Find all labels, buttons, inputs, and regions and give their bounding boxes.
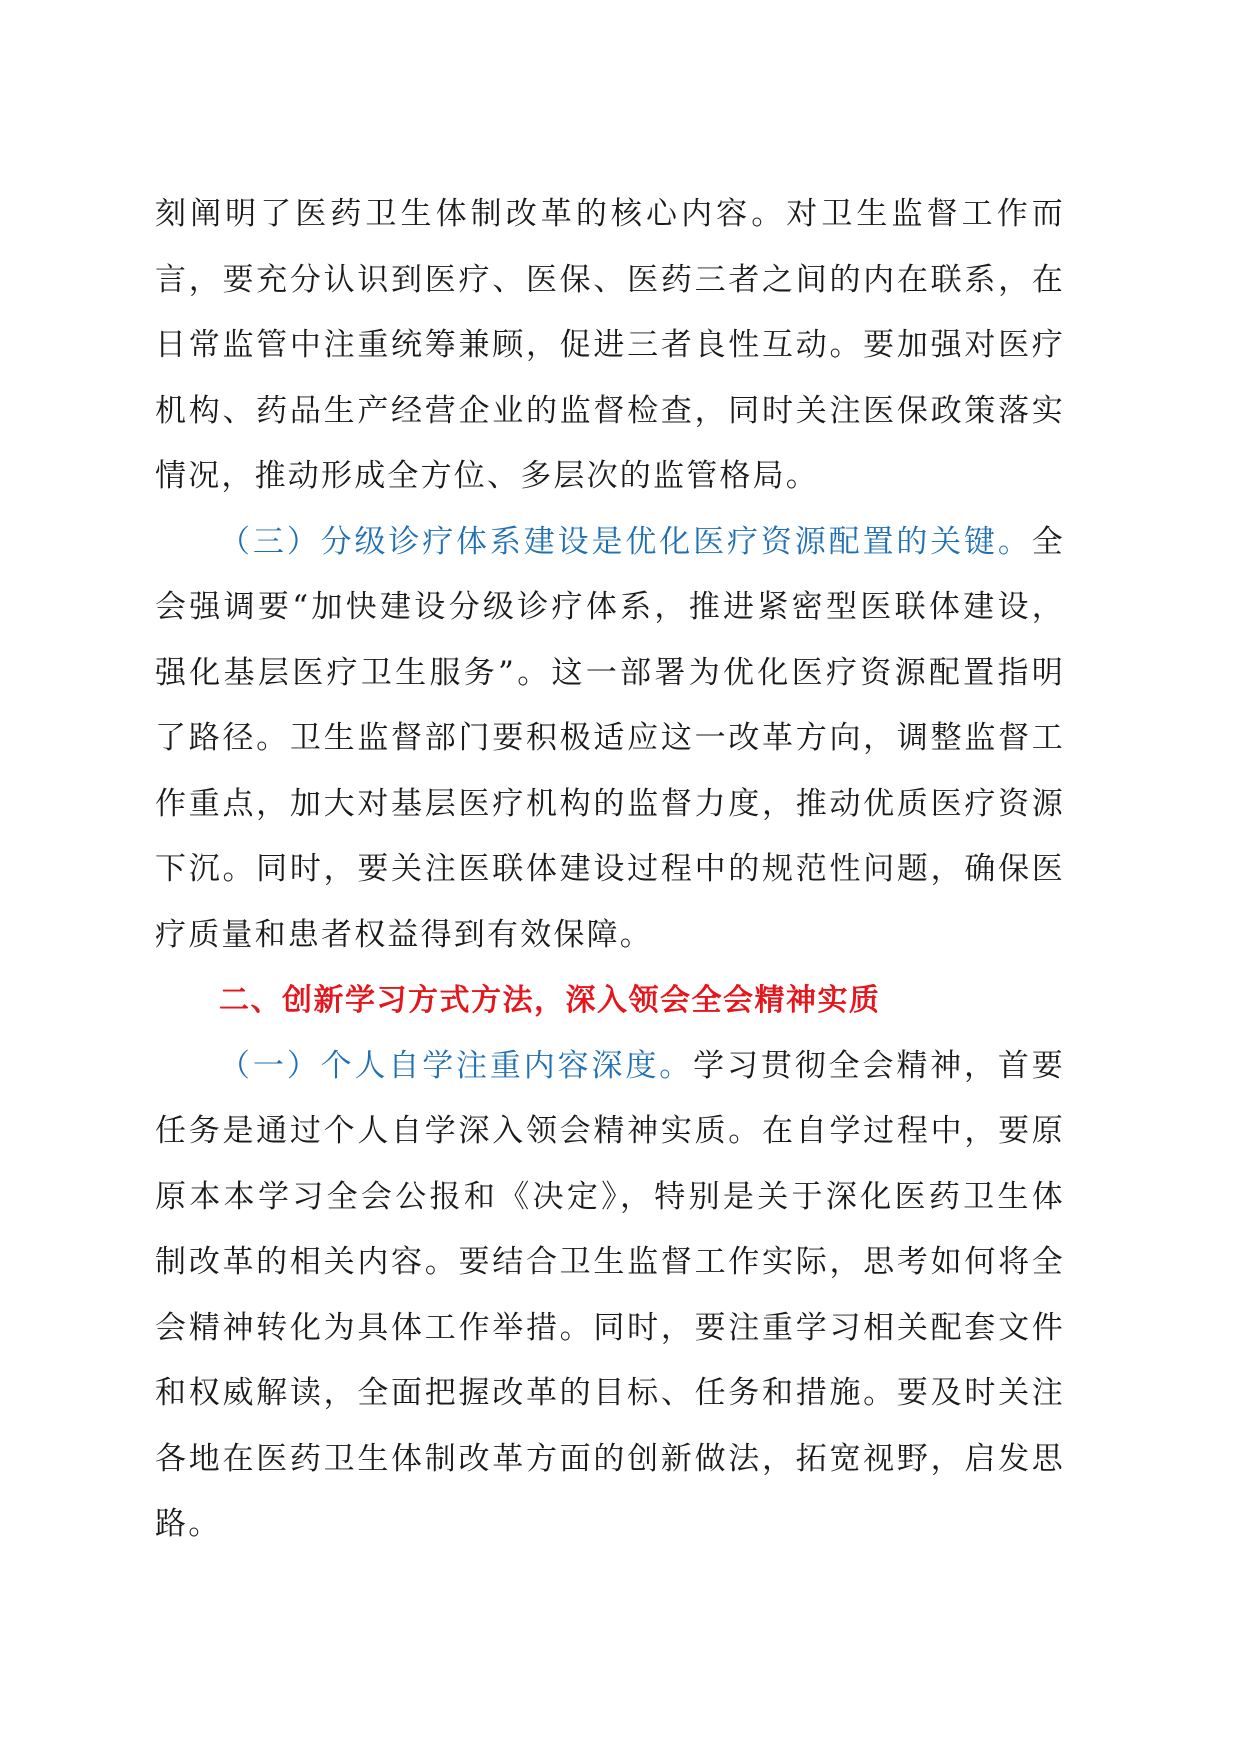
paragraph-text: 刻阐明了医药卫生体制改革的核心内容。对卫生监督工作而言，要充分认识到医疗、医保、医药三者之间的内在联系，在日常监管中注重统筹兼顾，促进三者良性互动。要加强对医疗机构、药品生产经营企业的监督检查，同时关注医保政策落实情况，推动形成全方位、多层次的监管格局。	[155, 196, 1065, 494]
paragraph-continuation	[155, 182, 1065, 510]
sub-heading-1: （一）个人自学注重内容深度。	[219, 1047, 694, 1084]
paragraph-text: 全会强调要“加快建设分级诊疗体系，推进紧密型医联体建设，强化基层医疗卫生服务”。这一部署为优化医疗资源配置指明了路径。卫生监督部门要积极适应这一改革方向，调整监督工作重点，加大对基层医疗机构的监督力度，推动优质医疗资源下沉。同时，要关注医联体建设过程中的规范性问题，确保医疗质量和患者权益得到有效保障。	[155, 523, 1065, 953]
sub-heading-3: （三）分级诊疗体系建设是优化医疗资源配置的关键。	[219, 523, 1032, 560]
paragraph-hierarchical-diagnosis	[155, 510, 1065, 969]
paragraph-text: 学习贯彻全会精神，首要任务是通过个人自学深入领会精神实质。在自学过程中，要原原本本学习全会公报和《决定》，特别是关于深化医药卫生体制改革的相关内容。要结合卫生监督工作实际，思考如何将全会精神转化为具体工作举措。同时，要注重学习相关配套文件和权威解读，全面把握改革的目标、任务和措施。要及时关注各地在医药卫生体制改革方面的创新做法，拓宽视野，启发思路。	[155, 1047, 1065, 1542]
document-body	[155, 182, 1065, 1558]
section-heading-2: 二、创新学习方式方法，深入领会全会精神实质	[219, 983, 881, 1018]
paragraph-self-study	[155, 1034, 1065, 1558]
